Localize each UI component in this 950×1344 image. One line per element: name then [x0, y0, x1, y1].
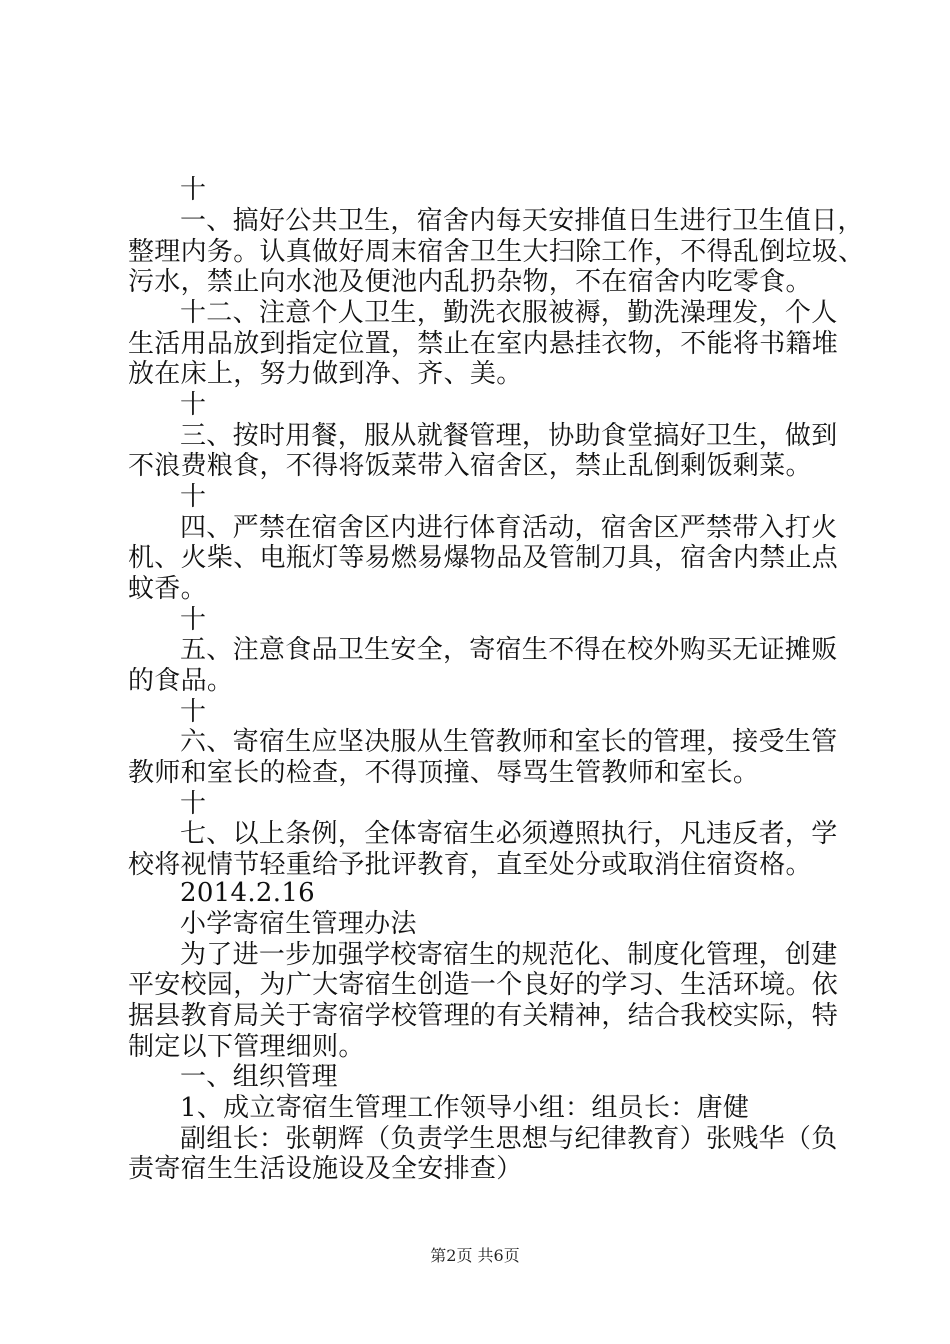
text-line: 平安校园，为广大寄宿生创造一个良好的学习、生活环境。依 — [128, 970, 839, 1000]
text-line: 一、组织管理 — [180, 1062, 338, 1092]
page-footer: 第2页 共6页 — [430, 1246, 520, 1265]
text-line: 1、成立寄宿生管理工作领导小组：组员长：唐健 — [180, 1093, 750, 1123]
text-line: 教师和室长的检查，不得顶撞、辱骂生管教师和室长。 — [128, 758, 760, 788]
text-line: 十 — [180, 605, 207, 635]
text-line: 七、以上条例，全体寄宿生必须遵照执行，凡违反者，学 — [180, 819, 838, 849]
text-line: 十 — [180, 175, 207, 205]
text-line: 放在床上，努力做到净、齐、美。 — [128, 359, 523, 389]
text-line: 据县教育局关于寄宿学校管理的有关精神，结合我校实际，特 — [128, 1001, 839, 1031]
text-line: 责寄宿生生活设施设及全安排查） — [128, 1154, 523, 1184]
text-line: 六、寄宿生应坚决服从生管教师和室长的管理，接受生管 — [180, 727, 838, 757]
text-line: 十 — [180, 482, 207, 512]
text-line: 十 — [180, 789, 207, 819]
section-title: 小学寄宿生管理办法 — [180, 909, 417, 939]
text-line: 四、严禁在宿舍区内进行体育活动，宿舍区严禁带入打火 — [180, 513, 838, 543]
text-line: 一、搞好公共卫生，宿舍内每天安排值日生进行卫生值日， — [180, 206, 864, 236]
date-line: 2014.2.16 — [180, 878, 316, 908]
text-line: 五、注意食品卫生安全，寄宿生不得在校外购买无证摊贩 — [180, 635, 838, 665]
text-line: 十 — [180, 390, 207, 420]
text-line: 十二、注意个人卫生，勤洗衣服被褥，勤洗澡理发，个人 — [180, 298, 838, 328]
text-line: 整理内务。认真做好周末宿舍卫生大扫除工作，不得乱倒垃圾、 — [128, 237, 865, 267]
text-line: 蚊香。 — [128, 574, 207, 604]
text-line: 机、火柴、电瓶灯等易燃易爆物品及管制刀具，宿舍内禁止点 — [128, 543, 839, 573]
text-line: 不浪费粮食，不得将饭菜带入宿舍区，禁止乱倒剩饭剩菜。 — [128, 451, 812, 481]
text-line: 副组长：张朝辉（负责学生思想与纪律教育）张贱华（负 — [180, 1124, 838, 1154]
text-line: 十 — [180, 697, 207, 727]
text-line: 污水，禁止向水池及便池内乱扔杂物，不在宿舍内吃零食。 — [128, 267, 812, 297]
text-line: 生活用品放到指定位置，禁止在室内悬挂衣物，不能将书籍堆 — [128, 329, 839, 359]
text-line: 制定以下管理细则。 — [128, 1032, 365, 1062]
text-line: 三、按时用餐，服从就餐管理，协助食堂搞好卫生，做到 — [180, 421, 838, 451]
text-line: 为了进一步加强学校寄宿生的规范化、制度化管理，创建 — [180, 940, 838, 970]
text-line: 校将视情节轻重给予批评教育，直至处分或取消住宿资格。 — [128, 850, 812, 880]
text-line: 的食品。 — [128, 666, 234, 696]
